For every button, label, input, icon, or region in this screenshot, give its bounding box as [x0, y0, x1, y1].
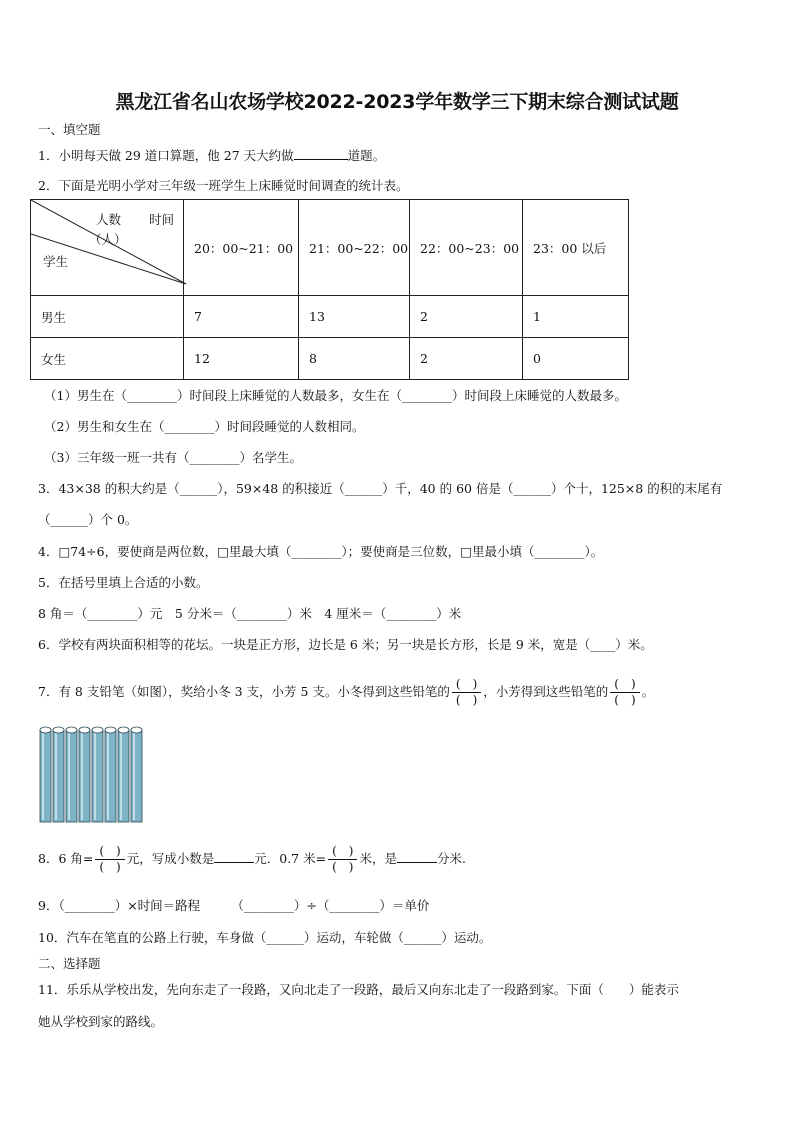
header-people: 人数 [96, 212, 122, 227]
pencil-top [118, 727, 129, 733]
column-header: 21：00~22：00 [299, 200, 410, 296]
question-11-line-2: 她从学校到家的路线。 [38, 1014, 164, 1029]
question-6: 6．学校有两块面积相等的花坛。一块是正方形，边长是 6 米；另一块是长方形，长是 9 米，宽是（____）米。 [38, 637, 653, 652]
pencil [40, 730, 51, 822]
q8-text-c: 元．0.7 米= [254, 851, 327, 866]
fraction-numerator: ( ) [95, 844, 124, 860]
pencil [105, 730, 116, 822]
pencil-top [131, 727, 142, 733]
pencil-top [40, 727, 51, 733]
pencils-illustration [38, 725, 150, 825]
table-row-boys [31, 296, 629, 338]
pencil-top [53, 727, 64, 733]
q8-text-a: 8．6 角= [38, 851, 94, 866]
q7-text-c: 。 [641, 684, 655, 699]
q8-blank-decimal[interactable] [214, 849, 254, 863]
table-cell: 0 [523, 338, 629, 380]
pencil-top [66, 727, 77, 733]
column-header: 22：00~23：00 [410, 200, 523, 296]
q8-blank-decimeter[interactable] [397, 849, 437, 863]
table-cell: 2 [410, 296, 523, 338]
question-7 [38, 673, 654, 711]
fraction-blank-xiaodong[interactable] [452, 677, 481, 708]
question-4: 4．□74÷6，要使商是两位数，□里最大填（________）；要使商是三位数，□里最小填（________）。 [38, 544, 604, 559]
q8-text-d: 米，是 [359, 851, 397, 866]
q1-text-end: 道题。 [347, 148, 386, 163]
row-label: 男生 [31, 296, 184, 338]
question-2-sub-1: （1）男生在（________）时间段上床睡觉的人数最多，女生在（________）时间段上床睡觉的人数最多。 [44, 388, 627, 403]
q7-text-a: 7．有 8 支铅笔（如图），奖给小冬 3 支，小芳 5 支。小冬得到这些铅笔的 [38, 684, 450, 699]
q7-text-b: ，小芳得到这些铅笔的 [483, 684, 609, 699]
fraction-denominator: ( ) [99, 860, 121, 874]
question-5-intro: 5．在括号里填上合适的小数。 [38, 575, 209, 590]
q8-text-e: 分米. [436, 851, 466, 866]
section-fill-heading: 一、填空题 [38, 122, 101, 137]
question-2-sub-2: （2）男生和女生在（________）时间段睡觉的人数相同。 [44, 419, 365, 434]
fraction-blank-meter[interactable] [328, 844, 357, 875]
q1-text: 1．小明每天做 29 道口算题，他 27 天大约做 [38, 148, 294, 163]
question-3-line-2: （______）个 0。 [38, 512, 138, 527]
row-label: 女生 [31, 338, 184, 380]
fraction-numerator: ( ) [610, 677, 639, 693]
header-student: 学生 [43, 254, 69, 269]
pencil-top [79, 727, 90, 733]
pencil [118, 730, 129, 822]
pencil [66, 730, 77, 822]
pencil-top [92, 727, 103, 733]
question-2-sub-3: （3）三年级一班一共有（________）名学生。 [44, 450, 302, 465]
pencil [79, 730, 90, 822]
fraction-denominator: ( ) [614, 693, 636, 707]
fraction-blank-jiao[interactable] [95, 844, 124, 875]
question-9: 9．（________）×时间＝路程 （________）÷（________）＝单价 [38, 898, 430, 913]
pencil-group [40, 727, 142, 822]
question-10: 10．汽车在笔直的公路上行驶，车身做（______）运动，车轮做（______）运动。 [38, 930, 492, 945]
table-cell: 7 [184, 296, 299, 338]
q1-blank[interactable] [294, 146, 348, 160]
page-title: 黑龙江省名山农场学校2022-2023学年数学三下期末综合测试试题 [115, 91, 679, 113]
section-choice-heading: 二、选择题 [38, 956, 101, 971]
fraction-denominator: ( ) [332, 860, 354, 874]
header-time: 时间 [149, 212, 175, 227]
table-cell: 8 [299, 338, 410, 380]
table-header-corner [31, 200, 184, 296]
table-row-girls [31, 338, 629, 380]
table-cell: 12 [184, 338, 299, 380]
pencil-top [105, 727, 116, 733]
pencil [92, 730, 103, 822]
column-header: 20：00~21：00 [184, 200, 299, 296]
question-11-line-1: 11．乐乐从学校出发，先向东走了一段路，又向北走了一段路，最后又向东北走了一段路到家。下面（ ）能表示 [38, 982, 679, 997]
question-1 [38, 146, 385, 165]
fraction-numerator: ( ) [328, 844, 357, 860]
question-2-intro: 2．下面是光明小学对三年级一班学生上床睡觉时间调查的统计表。 [38, 178, 409, 193]
fraction-blank-xiaofang[interactable] [610, 677, 639, 708]
header-unit: （人） [89, 232, 127, 247]
pencil [53, 730, 64, 822]
question-8 [38, 840, 466, 878]
question-5-line: 8 角＝（________）元 5 分米＝（________）米 4 厘米＝（________）米 [38, 606, 462, 621]
question-3-line-1: 3．43×38 的积大约是（______），59×48 的积接近（______）千，40 的 60 倍是（______）个十，125×8 的积的末尾有 [38, 481, 723, 496]
sleep-time-table [30, 199, 629, 380]
column-header: 23：00 以后 [523, 200, 629, 296]
fraction-denominator: ( ) [455, 693, 478, 707]
q8-text-b: 元，写成小数是 [126, 851, 215, 866]
table-cell: 2 [410, 338, 523, 380]
table-cell: 13 [299, 296, 410, 338]
table-cell: 1 [523, 296, 629, 338]
pencil [131, 730, 142, 822]
fraction-numerator: ( ) [452, 677, 481, 693]
